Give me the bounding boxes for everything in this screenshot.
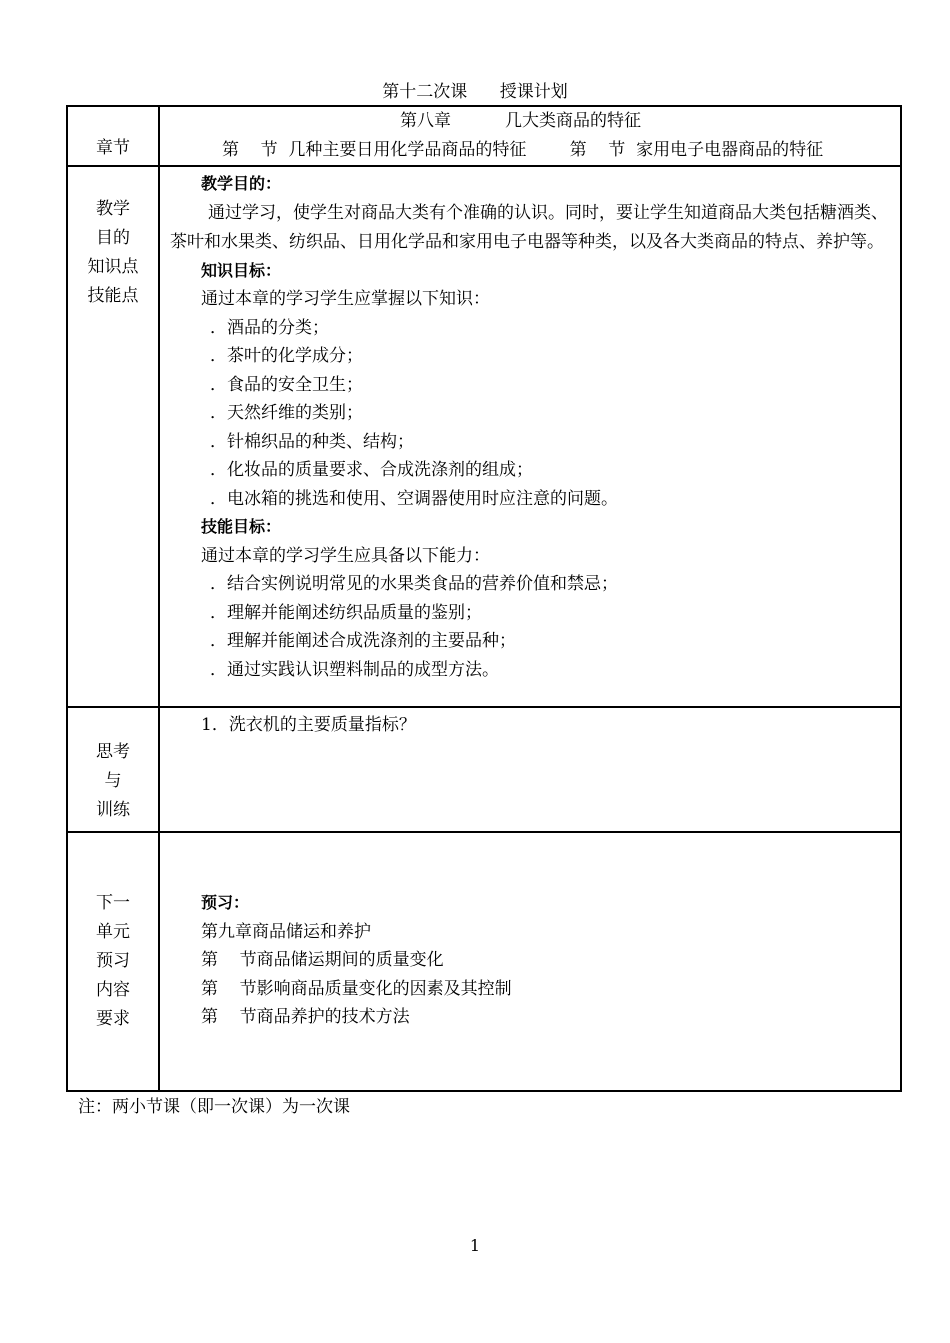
preview-label-2: 单元 <box>96 922 130 942</box>
chapter-sections: 第 节 几种主要日用化学品商品的特征 第 节 家用电子电器商品的特征 <box>222 139 824 160</box>
chapter-label: 章节 <box>96 138 130 158</box>
objectives-row <box>67 166 901 707</box>
knowledge-item: ．针棉织品的种类、结构； <box>210 431 414 452</box>
objectives-label-1: 教学 <box>96 199 130 219</box>
exercise-label-1: 思考 <box>96 742 130 762</box>
knowledge-item: ．食品的安全卫生； <box>210 374 363 395</box>
chapter-content-cell <box>159 106 901 166</box>
skill-item: ．结合实例说明常见的水果类食品的营养价值和禁忌； <box>210 574 618 594</box>
objectives-label-cell <box>67 166 159 707</box>
knowledge-intro: 通过本章的学习学生应掌握以下知识： <box>201 289 490 309</box>
objectives-content-cell <box>159 166 901 707</box>
objectives-label-2: 目的 <box>96 228 130 248</box>
chapter-title: 第八章 几大类商品的特征 <box>400 111 642 131</box>
knowledge-item: ．天然纤维的类别； <box>210 403 363 423</box>
preview-row <box>67 832 901 1091</box>
chapter-label-cell <box>67 106 159 166</box>
preview-label-3: 预习 <box>96 951 130 971</box>
preview-line: 第 节商品储运期间的质量变化 <box>201 950 444 970</box>
objectives-label-4: 技能点 <box>87 286 139 306</box>
chapter-row <box>67 106 901 166</box>
preview-content-cell <box>159 832 901 1091</box>
knowledge-heading: 知识目标： <box>201 260 282 280</box>
preview-heading: 预习： <box>201 893 250 912</box>
knowledge-item: ．酒品的分类； <box>210 317 329 338</box>
exercise-content-cell <box>159 707 901 832</box>
preview-label-cell <box>67 832 159 1091</box>
page-number: 1 <box>469 1236 481 1255</box>
preview-label-4: 内容 <box>96 980 130 1000</box>
purpose-heading: 教学目的： <box>201 174 282 193</box>
skill-item: ．通过实践认识塑料制品的成型方法。 <box>210 659 499 680</box>
purpose-text: 通过学习，使学生对商品大类有个准确的认识。同时，要让学生知道商品大类包括糖酒类、茶叶和水果类、纺织品、日用化学品和家用电子电器等种类，以及各大类商品的特点、养护等。 <box>170 202 888 252</box>
objectives-label-3: 知识点 <box>87 257 139 277</box>
skill-item: ．理解并能阐述合成洗涤剂的主要品种； <box>210 631 516 651</box>
exercise-item: 1．洗衣机的主要质量指标？ <box>201 715 416 735</box>
exercise-row <box>67 707 901 832</box>
knowledge-item: ．茶叶的化学成分； <box>210 346 363 366</box>
exercise-label-2: 与 <box>104 771 122 791</box>
exercise-label-cell <box>67 707 159 832</box>
preview-label-5: 要求 <box>96 1009 130 1029</box>
exercise-label-3: 训练 <box>96 800 130 820</box>
page-title: 第十二次课 授课计划 <box>382 82 568 102</box>
knowledge-item: ．电冰箱的挑选和使用、空调器使用时应注意的问题。 <box>210 488 618 509</box>
knowledge-item: ．化妆品的质量要求、合成洗涤剂的组成； <box>210 460 533 480</box>
skill-heading: 技能目标： <box>201 517 282 536</box>
lesson-plan-table <box>66 105 902 1092</box>
preview-line: 第 节影响商品质量变化的因素及其控制 <box>201 978 512 999</box>
skill-intro: 通过本章的学习学生应具备以下能力： <box>201 545 490 566</box>
footnote: 注：两小节课（即一次课）为一次课 <box>78 1097 350 1117</box>
preview-line: 第九章商品储运和养护 <box>201 921 371 942</box>
preview-label-1: 下一 <box>96 893 130 913</box>
skill-item: ．理解并能阐述纺织品质量的鉴别； <box>210 602 482 623</box>
preview-line: 第 节商品养护的技术方法 <box>201 1007 410 1027</box>
